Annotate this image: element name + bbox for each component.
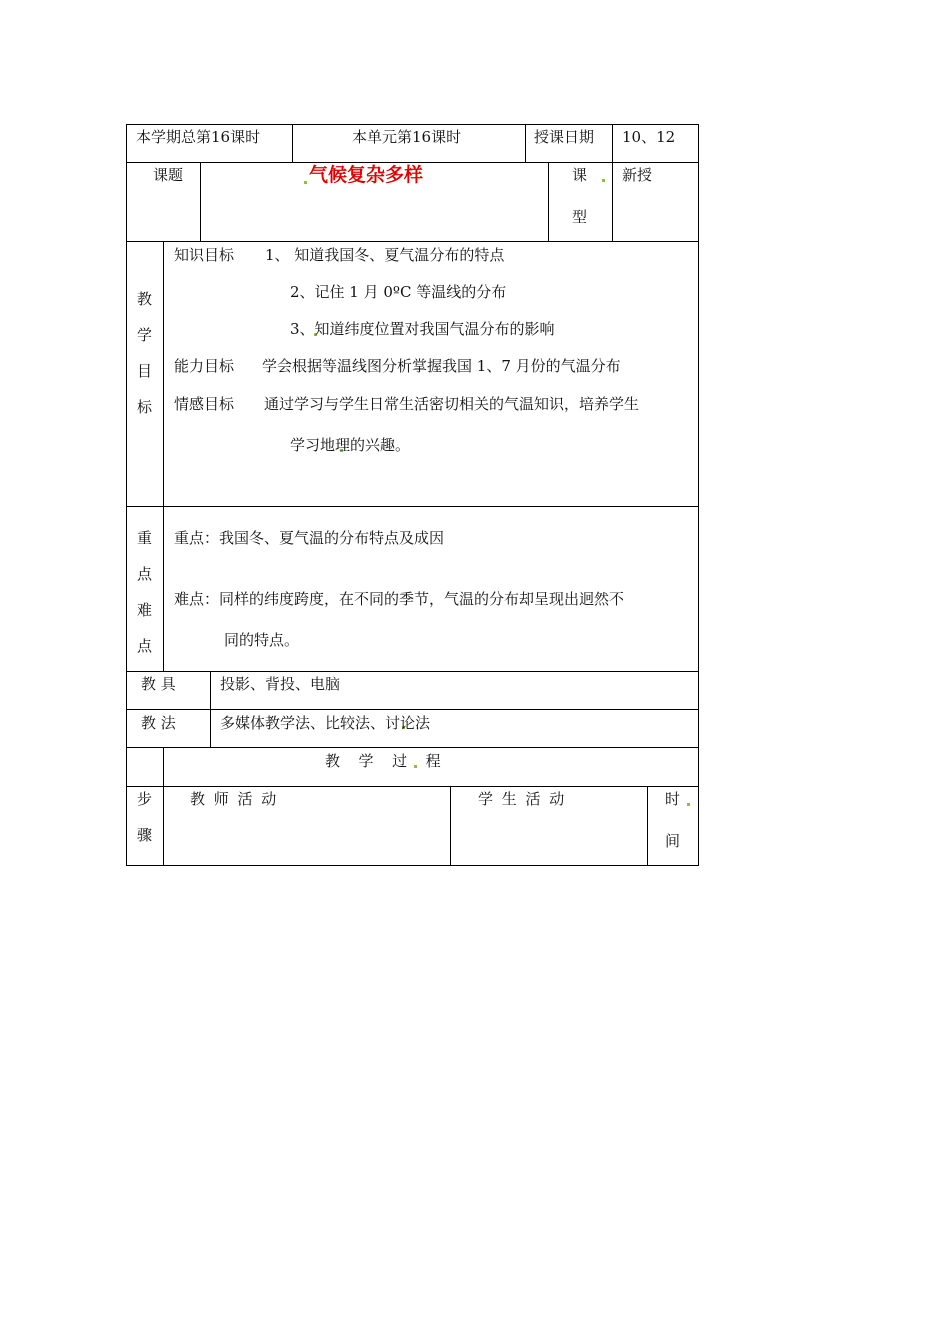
table-border-top: [126, 124, 699, 125]
difficult-point-1: 难点：同样的纬度跨度，在不同的季节，气温的分布却呈现出迥然不: [174, 590, 625, 608]
table-border-left: [126, 124, 127, 866]
marker-dot: [602, 179, 605, 182]
step-label-2: 骤: [137, 826, 153, 844]
table-border-bottom: [126, 865, 699, 866]
total-lessons: 本学期总第16课时: [136, 128, 261, 146]
emotion-text-2: 学习地理的兴趣。: [290, 436, 411, 454]
date-label: 授课日期: [534, 128, 595, 146]
methods-value: 多媒体教学法、比较法、讨论法: [220, 714, 431, 732]
table-rule: [612, 162, 613, 242]
table-rule: [210, 671, 211, 748]
table-rule: [126, 747, 699, 748]
objectives-side-label: 标: [137, 398, 153, 416]
knowledge-label: 知识目标: [174, 246, 235, 264]
type-label-1: 课: [572, 166, 588, 184]
table-rule: [126, 506, 699, 507]
keypoints-side-label: 重: [137, 529, 153, 547]
type-label-2: 型: [572, 208, 588, 226]
student-activity-header: 学 生 活 动: [478, 790, 567, 808]
emotion-label: 情感目标: [174, 395, 235, 413]
knowledge-item-2: 2、记住 1 月 0ºC 等温线的分布: [290, 283, 507, 301]
emotion-text-1: 通过学习与学生日常生活密切相关的气温知识，培养学生: [264, 395, 640, 413]
table-rule: [525, 124, 526, 163]
tools-value: 投影、背投、电脑: [220, 675, 341, 693]
knowledge-item-3: 3、知道纬度位置对我国气温分布的影响: [290, 320, 555, 338]
knowledge-item-1: 1、 知道我国冬、夏气温分布的特点: [265, 246, 505, 264]
table-rule: [126, 162, 699, 163]
methods-label: 教 法: [141, 714, 176, 732]
objectives-side-label: 目: [137, 362, 153, 380]
table-rule: [163, 241, 164, 672]
objectives-side-label: 学: [137, 326, 153, 344]
type-value: 新授: [622, 166, 653, 184]
lesson-title: 气候复杂多样: [309, 164, 424, 186]
date-value: 10、12: [622, 128, 676, 146]
difficult-point-2: 同的特点。: [224, 631, 300, 649]
table-rule: [163, 747, 164, 866]
time-label-2: 间: [665, 832, 681, 850]
table-border-right: [698, 124, 699, 866]
keypoints-side-label: 点: [137, 637, 153, 655]
keypoints-side-label: 点: [137, 565, 153, 583]
table-rule: [200, 162, 201, 242]
process-title: 教 学 过 程: [325, 752, 444, 770]
ability-label: 能力目标: [174, 357, 235, 375]
table-rule: [126, 671, 699, 672]
topic-label: 课题: [153, 166, 184, 184]
objectives-side-label: 教: [137, 290, 153, 308]
tools-label: 教 具: [141, 675, 176, 693]
table-rule: [612, 124, 613, 163]
table-rule: [647, 786, 648, 866]
table-rule: [450, 786, 451, 866]
time-label-1: 时: [665, 790, 681, 808]
marker-dot: [687, 803, 690, 806]
table-rule: [126, 709, 699, 710]
teacher-activity-header: 教 师 活 动: [190, 790, 279, 808]
table-rule: [126, 241, 699, 242]
table-rule: [292, 124, 293, 163]
step-label-1: 步: [137, 790, 153, 808]
unit-lessons: 本单元第16课时: [352, 128, 462, 146]
keypoints-side-label: 难: [137, 601, 153, 619]
marker-dot: [304, 181, 307, 184]
table-rule: [548, 162, 549, 242]
ability-text: 学会根据等温线图分析掌握我国 1、7 月份的气温分布: [262, 357, 621, 375]
table-rule: [126, 786, 699, 787]
key-point: 重点：我国冬、夏气温的分布特点及成因: [174, 529, 445, 547]
